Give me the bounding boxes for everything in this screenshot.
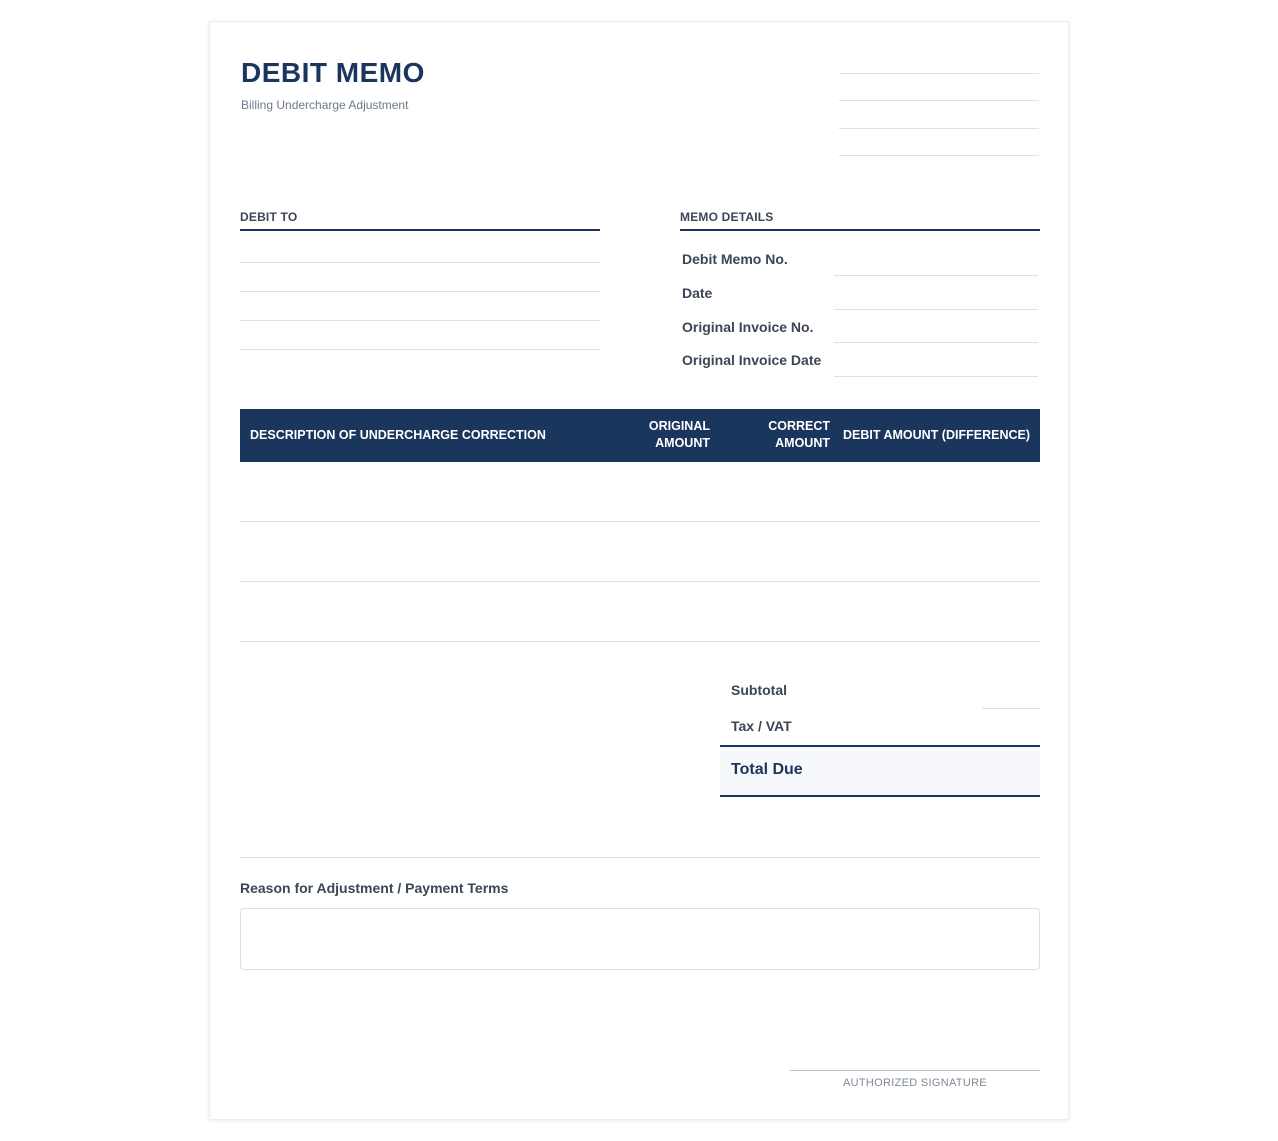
date-label: Date [682,285,713,301]
signature-line[interactable] [790,1070,1040,1071]
total-due-label: Total Due [731,761,803,778]
original-invoice-date-field[interactable] [834,376,1038,377]
debit-to-line-3[interactable] [240,320,600,321]
debit-to-line-1[interactable] [240,262,600,263]
table-row-2[interactable] [240,581,1040,582]
col-description: DESCRIPTION OF UNDERCHARGE CORRECTION [250,428,546,442]
company-line-1[interactable] [839,73,1039,74]
memo-subtitle: Billing Undercharge Adjustment [241,98,409,112]
debit-memo-no-label: Debit Memo No. [682,251,788,267]
date-field[interactable] [834,309,1038,310]
total-due-row [720,745,1040,797]
debit-to-line-4[interactable] [240,349,600,350]
debit-to-rule [240,229,600,231]
subtotal-label: Subtotal [731,682,787,698]
company-line-4[interactable] [839,155,1039,156]
company-line-2[interactable] [839,100,1039,101]
tax-vat-label: Tax / VAT [731,718,792,734]
memo-title: DEBIT MEMO [241,57,425,88]
original-invoice-date-label: Original Invoice Date [682,352,822,368]
reason-label: Reason for Adjustment / Payment Terms [240,880,509,896]
debit-to-label: DEBIT TO [240,210,298,224]
table-row-1[interactable] [240,521,1040,522]
debit-to-line-2[interactable] [240,291,600,292]
col-original-amount: ORIGINAL AMOUNT [648,419,710,450]
memo-details-label: MEMO DETAILS [680,210,774,224]
section-divider [240,857,1040,858]
col-debit-amount: DEBIT AMOUNT (DIFFERENCE) [842,428,1030,442]
debit-memo-page [209,21,1069,1120]
memo-details-rule [680,229,1040,231]
signature-label: AUTHORIZED SIGNATURE [843,1077,987,1089]
col-correct-amount: CORRECT AMOUNT [768,419,830,450]
original-invoice-no-label: Original Invoice No. [682,319,814,335]
subtotal-field[interactable] [982,708,1040,709]
company-line-3[interactable] [839,128,1039,129]
original-invoice-no-field[interactable] [834,342,1038,343]
debit-memo-no-field[interactable] [834,275,1038,276]
table-header [240,409,1040,462]
table-row-3[interactable] [240,641,1040,642]
reason-textarea[interactable] [240,908,1040,970]
